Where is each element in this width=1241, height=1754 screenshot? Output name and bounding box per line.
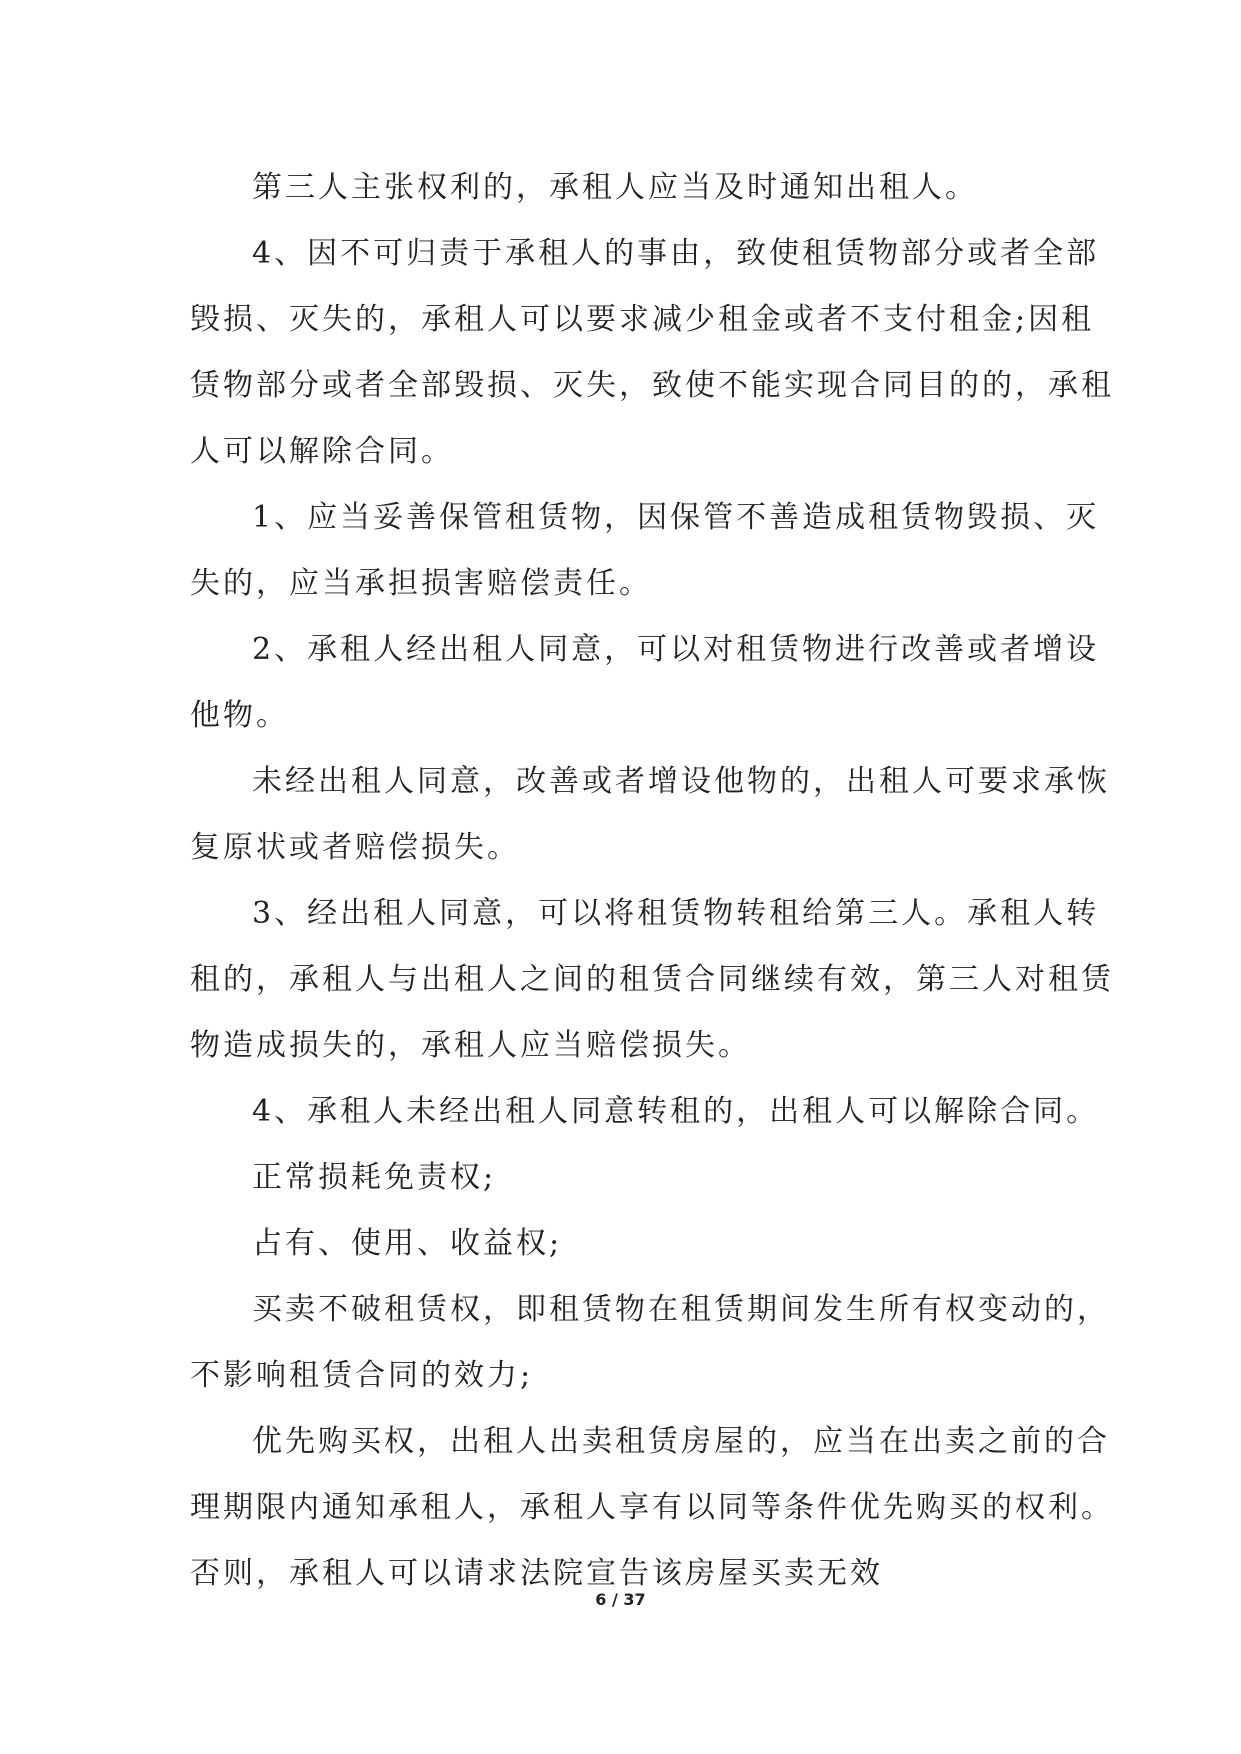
- text-line: 不影响租赁合同的效力;: [190, 1358, 534, 1393]
- text-line: 4、因不可归责于承租人的事由，致使租赁物部分或者全部: [252, 236, 1100, 271]
- text-line: 第三人主张权利的，承租人应当及时通知出租人。: [252, 170, 978, 205]
- page-number: 6 / 37: [595, 1590, 646, 1609]
- text-line: 占有、使用、收益权;: [252, 1226, 563, 1261]
- text-line: 优先购买权，出租人出卖租赁房屋的，应当在出卖之前的合: [252, 1424, 1110, 1459]
- text-line: 赁物部分或者全部毁损、灭失，致使不能实现合同目的的，承租: [190, 368, 1114, 403]
- text-line: 买卖不破租赁权，即租赁物在租赁期间发生所有权变动的，: [252, 1292, 1110, 1327]
- text-line: 他物。: [190, 698, 289, 733]
- text-line: 人可以解除合同。: [190, 434, 454, 469]
- text-line: 未经出租人同意，改善或者增设他物的，出租人可要求承恢: [252, 764, 1110, 799]
- text-line: 1、应当妥善保管租赁物，因保管不善造成租赁物毁损、灭: [252, 500, 1100, 535]
- text-line: 租的，承租人与出租人之间的租赁合同继续有效，第三人对租赁: [190, 962, 1114, 997]
- text-line: 3、经出租人同意，可以将租赁物转租给第三人。承租人转: [252, 896, 1100, 931]
- text-line: 否则，承租人可以请求法院宣告该房屋买卖无效: [190, 1556, 883, 1591]
- text-line: 物造成损失的，承租人应当赔偿损失。: [190, 1028, 751, 1063]
- text-line: 失的，应当承担损害赔偿责任。: [190, 566, 652, 601]
- text-line: 4、承租人未经出租人同意转租的，出租人可以解除合同。: [252, 1094, 1100, 1129]
- text-line: 2、承租人经出租人同意，可以对租赁物进行改善或者增设: [252, 632, 1100, 667]
- text-line: 复原状或者赔偿损失。: [190, 830, 520, 865]
- text-line: 正常损耗免责权;: [252, 1160, 497, 1195]
- text-line: 毁损、灭失的，承租人可以要求减少租金或者不支付租金;因租: [190, 302, 1095, 337]
- document-body: [190, 155, 1114, 1607]
- text-line: 理期限内通知承租人，承租人享有以同等条件优先购买的权利。: [190, 1490, 1114, 1525]
